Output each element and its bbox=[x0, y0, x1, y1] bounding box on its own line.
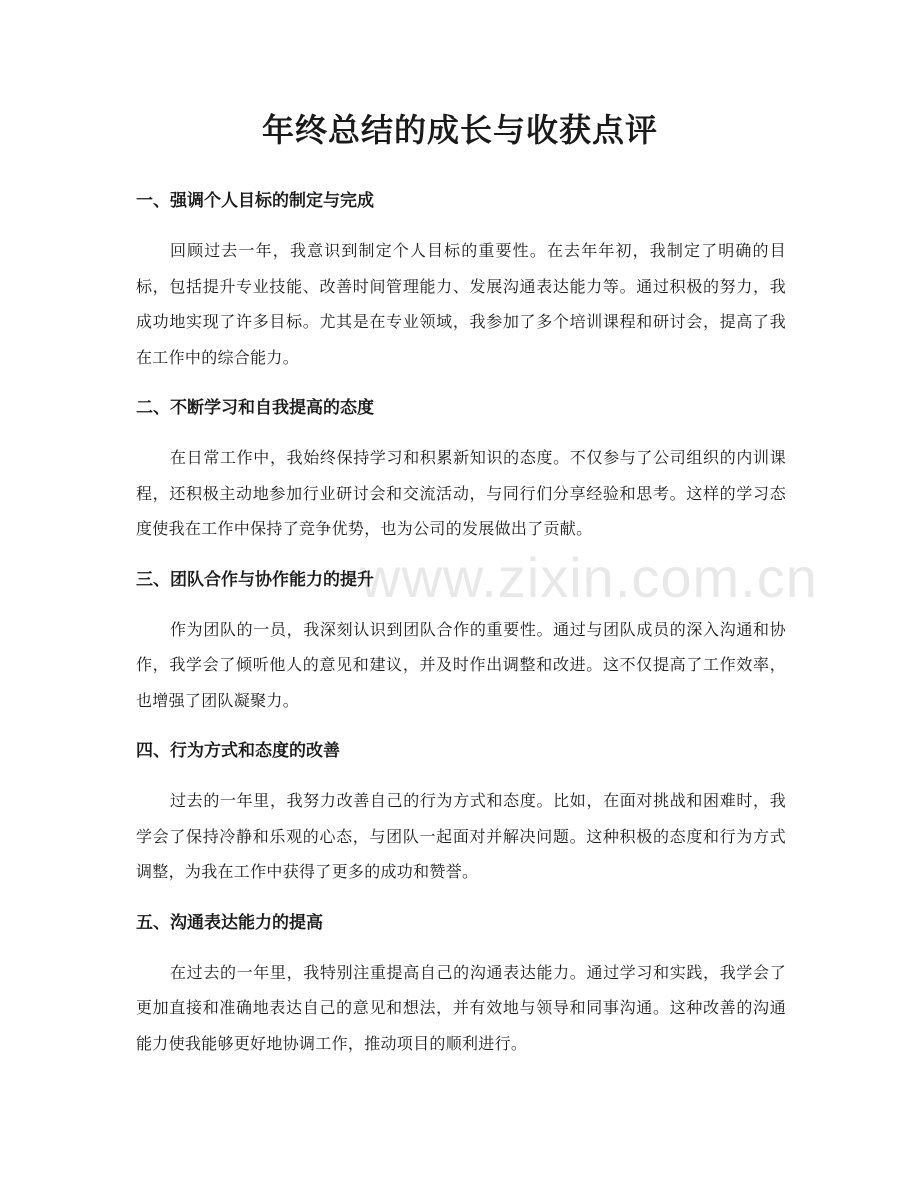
section-paragraph: 过去的一年里，我努力改善自己的行为方式和态度。比如，在面对挑战和困难时，我学会了保持冷静和乐观的心态，与团队一起面对并解决问题。这种积极的态度和行为方式调整，为我在工作中获得了更多的成功和赞誉。 bbox=[136, 791, 786, 881]
section-heading: 五、沟通表达能力的提高 bbox=[136, 912, 323, 933]
document-title: 年终总结的成长与收获点评 bbox=[261, 111, 658, 149]
section-paragraph: 在日常工作中，我始终保持学习和积累新知识的态度。不仅参与了公司组织的内训课程，还积极主动地参加行业研讨会和交流活动，与同行们分享经验和思考。这样的学习态度使我在工作中保持了竞争优势，也为公司的发展做出了贡献。 bbox=[136, 448, 786, 538]
section-heading: 四、行为方式和态度的改善 bbox=[136, 741, 340, 761]
section-2 bbox=[136, 393, 786, 547]
section-heading: 三、团队合作与协作能力的提升 bbox=[136, 569, 374, 590]
section-1 bbox=[136, 186, 786, 375]
section-paragraph: 回顾过去一年，我意识到制定个人目标的重要性。在去年年初，我制定了明确的目标，包括提升专业技能、改善时间管理能力、发展沟通表达能力等。通过积极的努力，我成功地实现了许多目标。尤其是在专业领域，我参加了多个培训课程和研讨会，提高了我在工作中的综合能力。 bbox=[136, 241, 786, 367]
section-4 bbox=[136, 736, 786, 890]
watermark: www.zixin.com.cn bbox=[360, 546, 818, 609]
document-content bbox=[136, 186, 786, 1079]
section-heading: 一、强调个人目标的制定与完成 bbox=[136, 191, 374, 211]
section-paragraph: 在过去的一年里，我特别注重提高自己的沟通表达能力。通过学习和实践，我学会了更加直接和准确地表达自己的意见和想法，并有效地与领导和同事沟通。这种改善的沟通能力使我能够更好地协调工作，推动项目的顺利进行。 bbox=[136, 962, 786, 1053]
section-3 bbox=[136, 565, 786, 719]
section-5 bbox=[136, 908, 786, 1062]
section-paragraph: 作为团队的一员，我深刻认识到团队合作的重要性。通过与团队成员的深入沟通和协作，我学会了倾听他人的意见和建议，并及时作出调整和改进。这不仅提高了工作效率，也增强了团队凝聚力。 bbox=[136, 619, 786, 710]
section-heading: 二、不断学习和自我提高的态度 bbox=[136, 398, 374, 418]
